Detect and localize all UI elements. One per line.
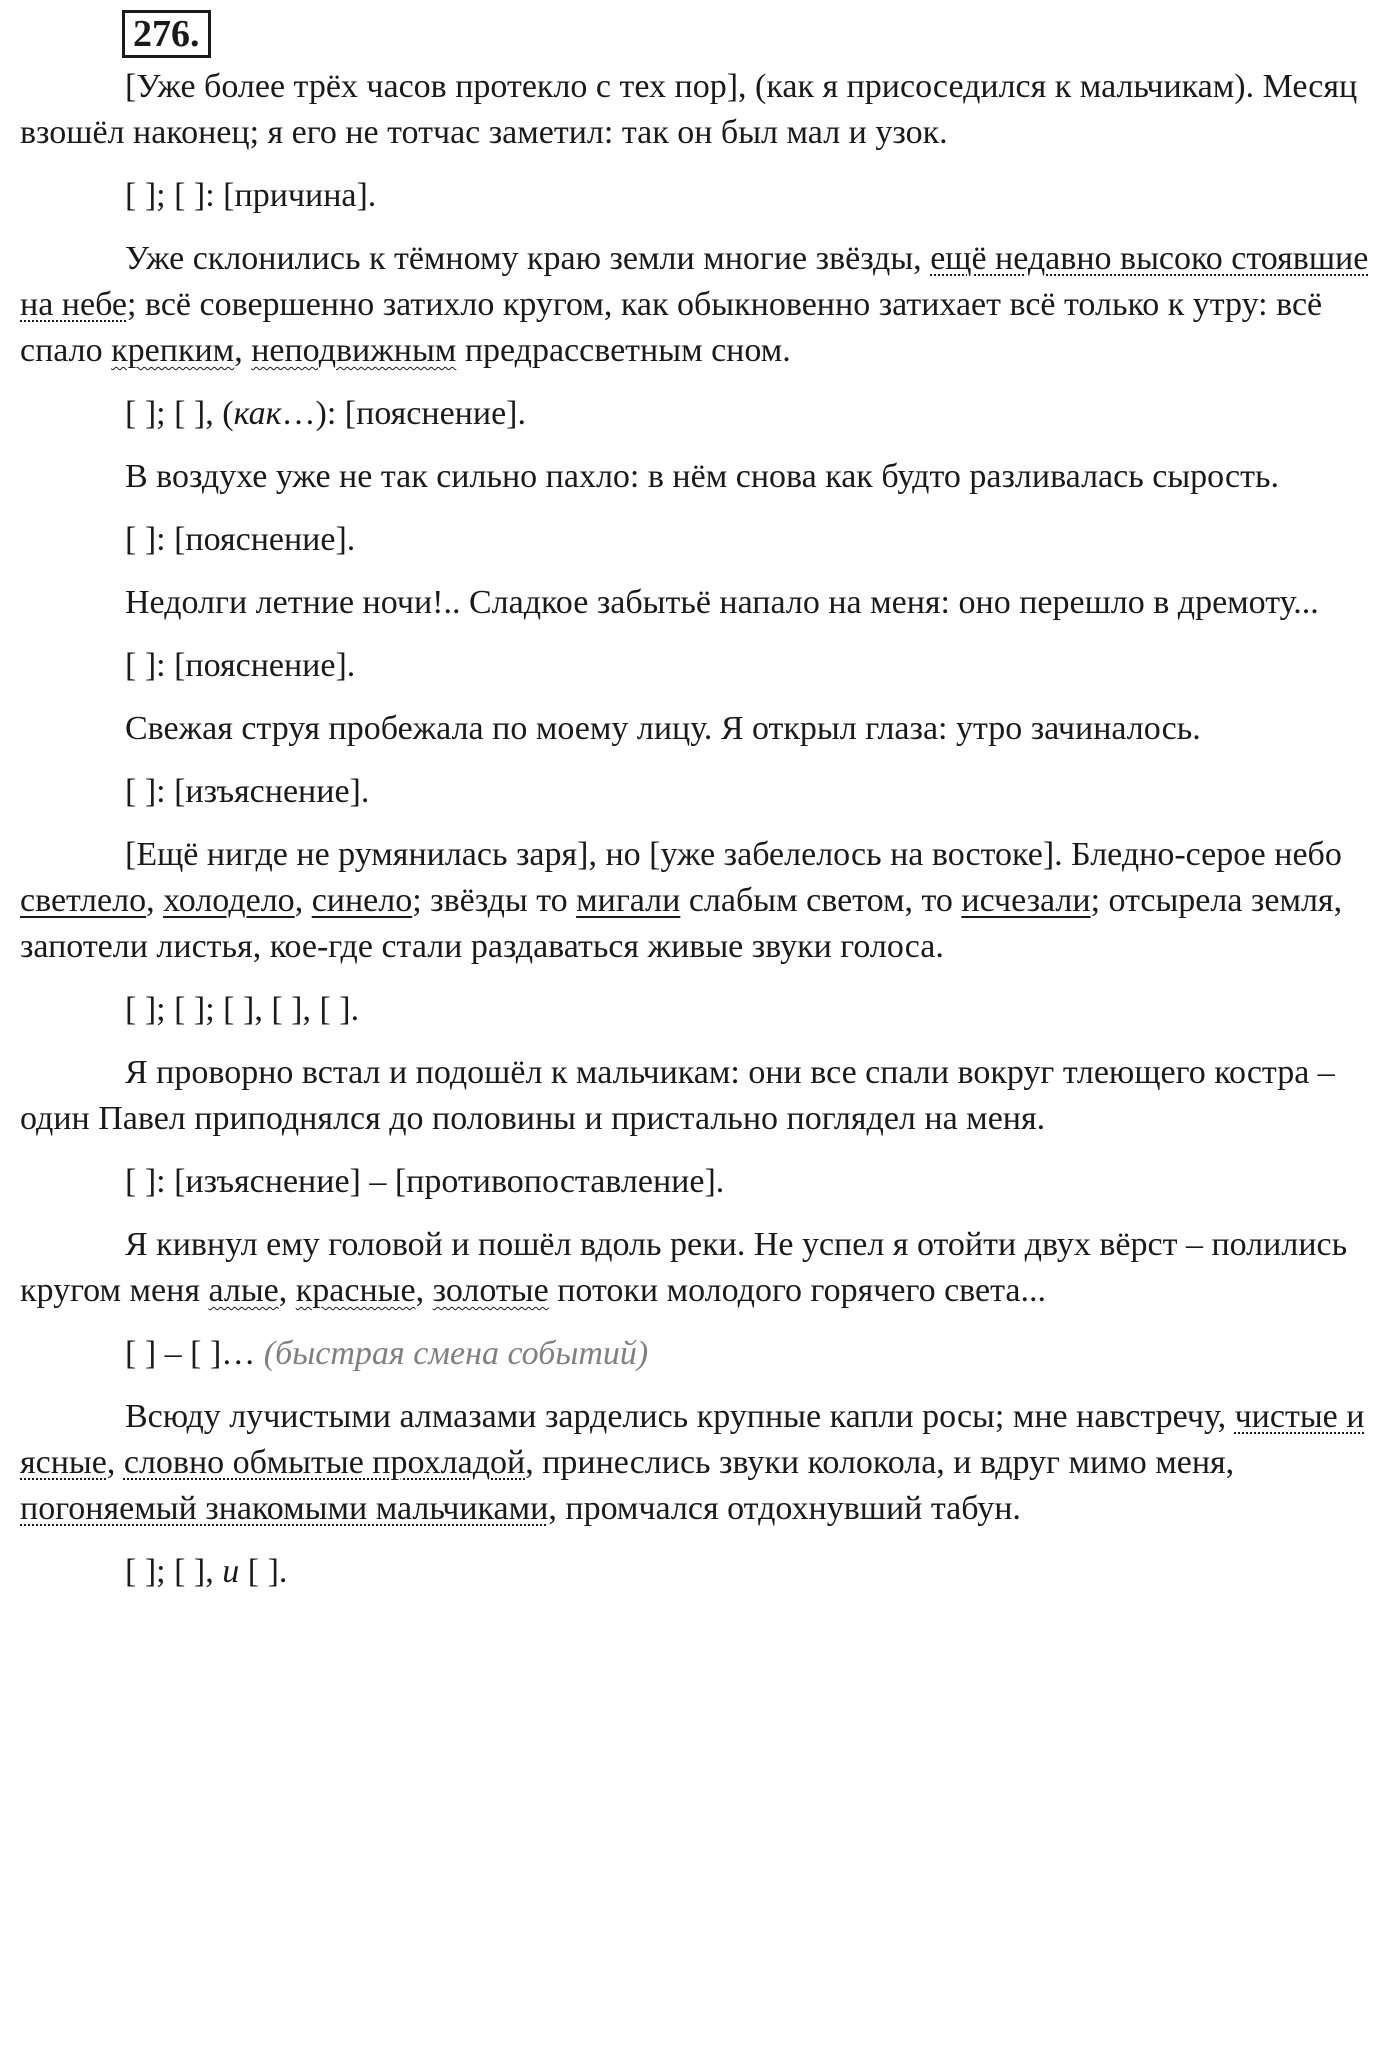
text-segment: , — [234, 332, 252, 369]
text-segment: слабым светом, то — [680, 882, 962, 919]
predicate-underline: светлело — [20, 882, 147, 919]
exercise-number: 276. — [122, 10, 211, 58]
predicate-underline: исчезали — [961, 882, 1091, 919]
text-segment: Я кивнул ему головой и пошёл вдоль реки. Не успел я отойти двух вёрст – полились кругом меня — [20, 1226, 1348, 1309]
attribute-underline: алые — [208, 1272, 279, 1309]
text-segment: Всюду лучистыми алмазами зарделись крупные капли росы; мне навстречу, — [125, 1398, 1235, 1435]
text-segment: , принеслись звуки колокола, и вдруг мимо меня, — [525, 1444, 1235, 1481]
text-segment: ; звёзды то — [412, 882, 577, 919]
sentence-scheme — [20, 643, 1370, 689]
text-paragraph — [20, 1394, 1370, 1532]
participial-phrase-underline: ещё недавно высоко стоявшие на небе — [20, 240, 1369, 323]
text-paragraph — [20, 64, 1370, 156]
text-segment: ; отсырела земля, запотели листья, кое-где стали раздаваться живые звуки голоса. — [20, 882, 1343, 965]
predicate-underline: синело — [311, 882, 413, 919]
sentence-scheme — [20, 1159, 1370, 1205]
text-segment: [Ещё нигде не румянилась заря], но [уже забелелось на востоке]. Бледно-серое небо — [125, 836, 1342, 873]
text-paragraph — [20, 706, 1370, 752]
sentence-scheme — [20, 1331, 1370, 1377]
text-paragraph — [20, 1222, 1370, 1314]
sentence-scheme — [20, 517, 1370, 563]
participial-phrase-underline: словно обмытые прохладой — [123, 1444, 526, 1481]
text-paragraph — [20, 454, 1370, 500]
text-segment: ; всё совершенно затихло кругом, как обыкновенно затихает всё только к утру: всё спало — [20, 286, 1323, 369]
italic-conjunction: как — [233, 395, 282, 432]
text-segment: Уже склонились к тёмному краю земли многие звёзды, — [125, 240, 931, 277]
text-segment: Я проворно встал и подошёл к мальчикам: они все спали вокруг тлеющего костра – один Павел приподнялся до половины и пристально поглядел на меня. — [20, 1054, 1335, 1137]
attribute-underline: неподвижным — [251, 332, 457, 369]
text-segment: [ ]: [пояснение]. — [125, 647, 356, 684]
sentence-scheme — [20, 769, 1370, 815]
text-paragraph — [20, 1050, 1370, 1142]
text-paragraph — [20, 832, 1370, 970]
exercise-content — [20, 58, 1370, 1595]
sentence-scheme — [20, 987, 1370, 1033]
text-segment: [ ]: [изъяснение] – [противопоставление]. — [125, 1163, 725, 1200]
text-segment: , — [106, 1444, 124, 1481]
participial-phrase-underline: погоняемый знакомыми мальчиками — [20, 1490, 549, 1527]
participial-phrase-underline: чистые и ясные — [20, 1398, 1365, 1481]
text-segment: , промчался отдохнувший табун. — [548, 1490, 1021, 1527]
attribute-underline: крепким — [111, 332, 235, 369]
text-segment: , — [146, 882, 164, 919]
sentence-scheme — [20, 391, 1370, 437]
text-segment: , — [278, 1272, 296, 1309]
text-segment: предрассветным сном. — [456, 332, 791, 369]
text-segment: Недолги летние ночи!.. Сладкое забытьё напало на меня: оно перешло в дремоту... — [125, 584, 1319, 621]
text-segment: [ ]; [ ]: [причина]. — [125, 177, 377, 214]
text-segment: В воздухе уже не так сильно пахло: в нём снова как будто разливалась сырость. — [125, 458, 1279, 495]
sentence-scheme — [20, 1549, 1370, 1595]
text-segment: Свежая струя пробежала по моему лицу. Я открыл глаза: утро зачиналось. — [125, 710, 1201, 747]
scheme-note: (быстрая смена событий) — [263, 1335, 649, 1372]
italic-conjunction: и — [222, 1553, 240, 1590]
text-segment: потоки молодого горячего света... — [548, 1272, 1046, 1309]
predicate-underline: мигали — [576, 882, 681, 919]
text-segment: [ ] – [ ]… — [125, 1335, 264, 1372]
attribute-underline: золотые — [432, 1272, 549, 1309]
predicate-underline: холодело — [163, 882, 295, 919]
text-segment: , — [415, 1272, 433, 1309]
text-paragraph — [20, 580, 1370, 626]
text-segment: [ ]: [изъяснение]. — [125, 773, 370, 810]
text-segment: [Уже более трёх часов протекло с тех пор], (как я присоседился к мальчикам). Месяц взошёл наконец; я его не тотчас заметил: так он был мал и узок. — [20, 68, 1358, 151]
exercise-header — [20, 10, 1370, 58]
text-segment: [ ]; [ ]; [ ], [ ], [ ]. — [125, 991, 360, 1028]
text-paragraph — [20, 236, 1370, 374]
exercise-page — [20, 10, 1370, 1595]
text-segment: [ ]. — [239, 1553, 288, 1590]
text-segment: [ ]; [ ], — [125, 1553, 223, 1590]
sentence-scheme — [20, 173, 1370, 219]
text-segment: , — [294, 882, 312, 919]
text-segment: [ ]: [пояснение]. — [125, 521, 356, 558]
text-segment: …): [пояснение]. — [281, 395, 526, 432]
text-segment: [ ]; [ ], ( — [125, 395, 234, 432]
attribute-underline: красные — [295, 1272, 416, 1309]
